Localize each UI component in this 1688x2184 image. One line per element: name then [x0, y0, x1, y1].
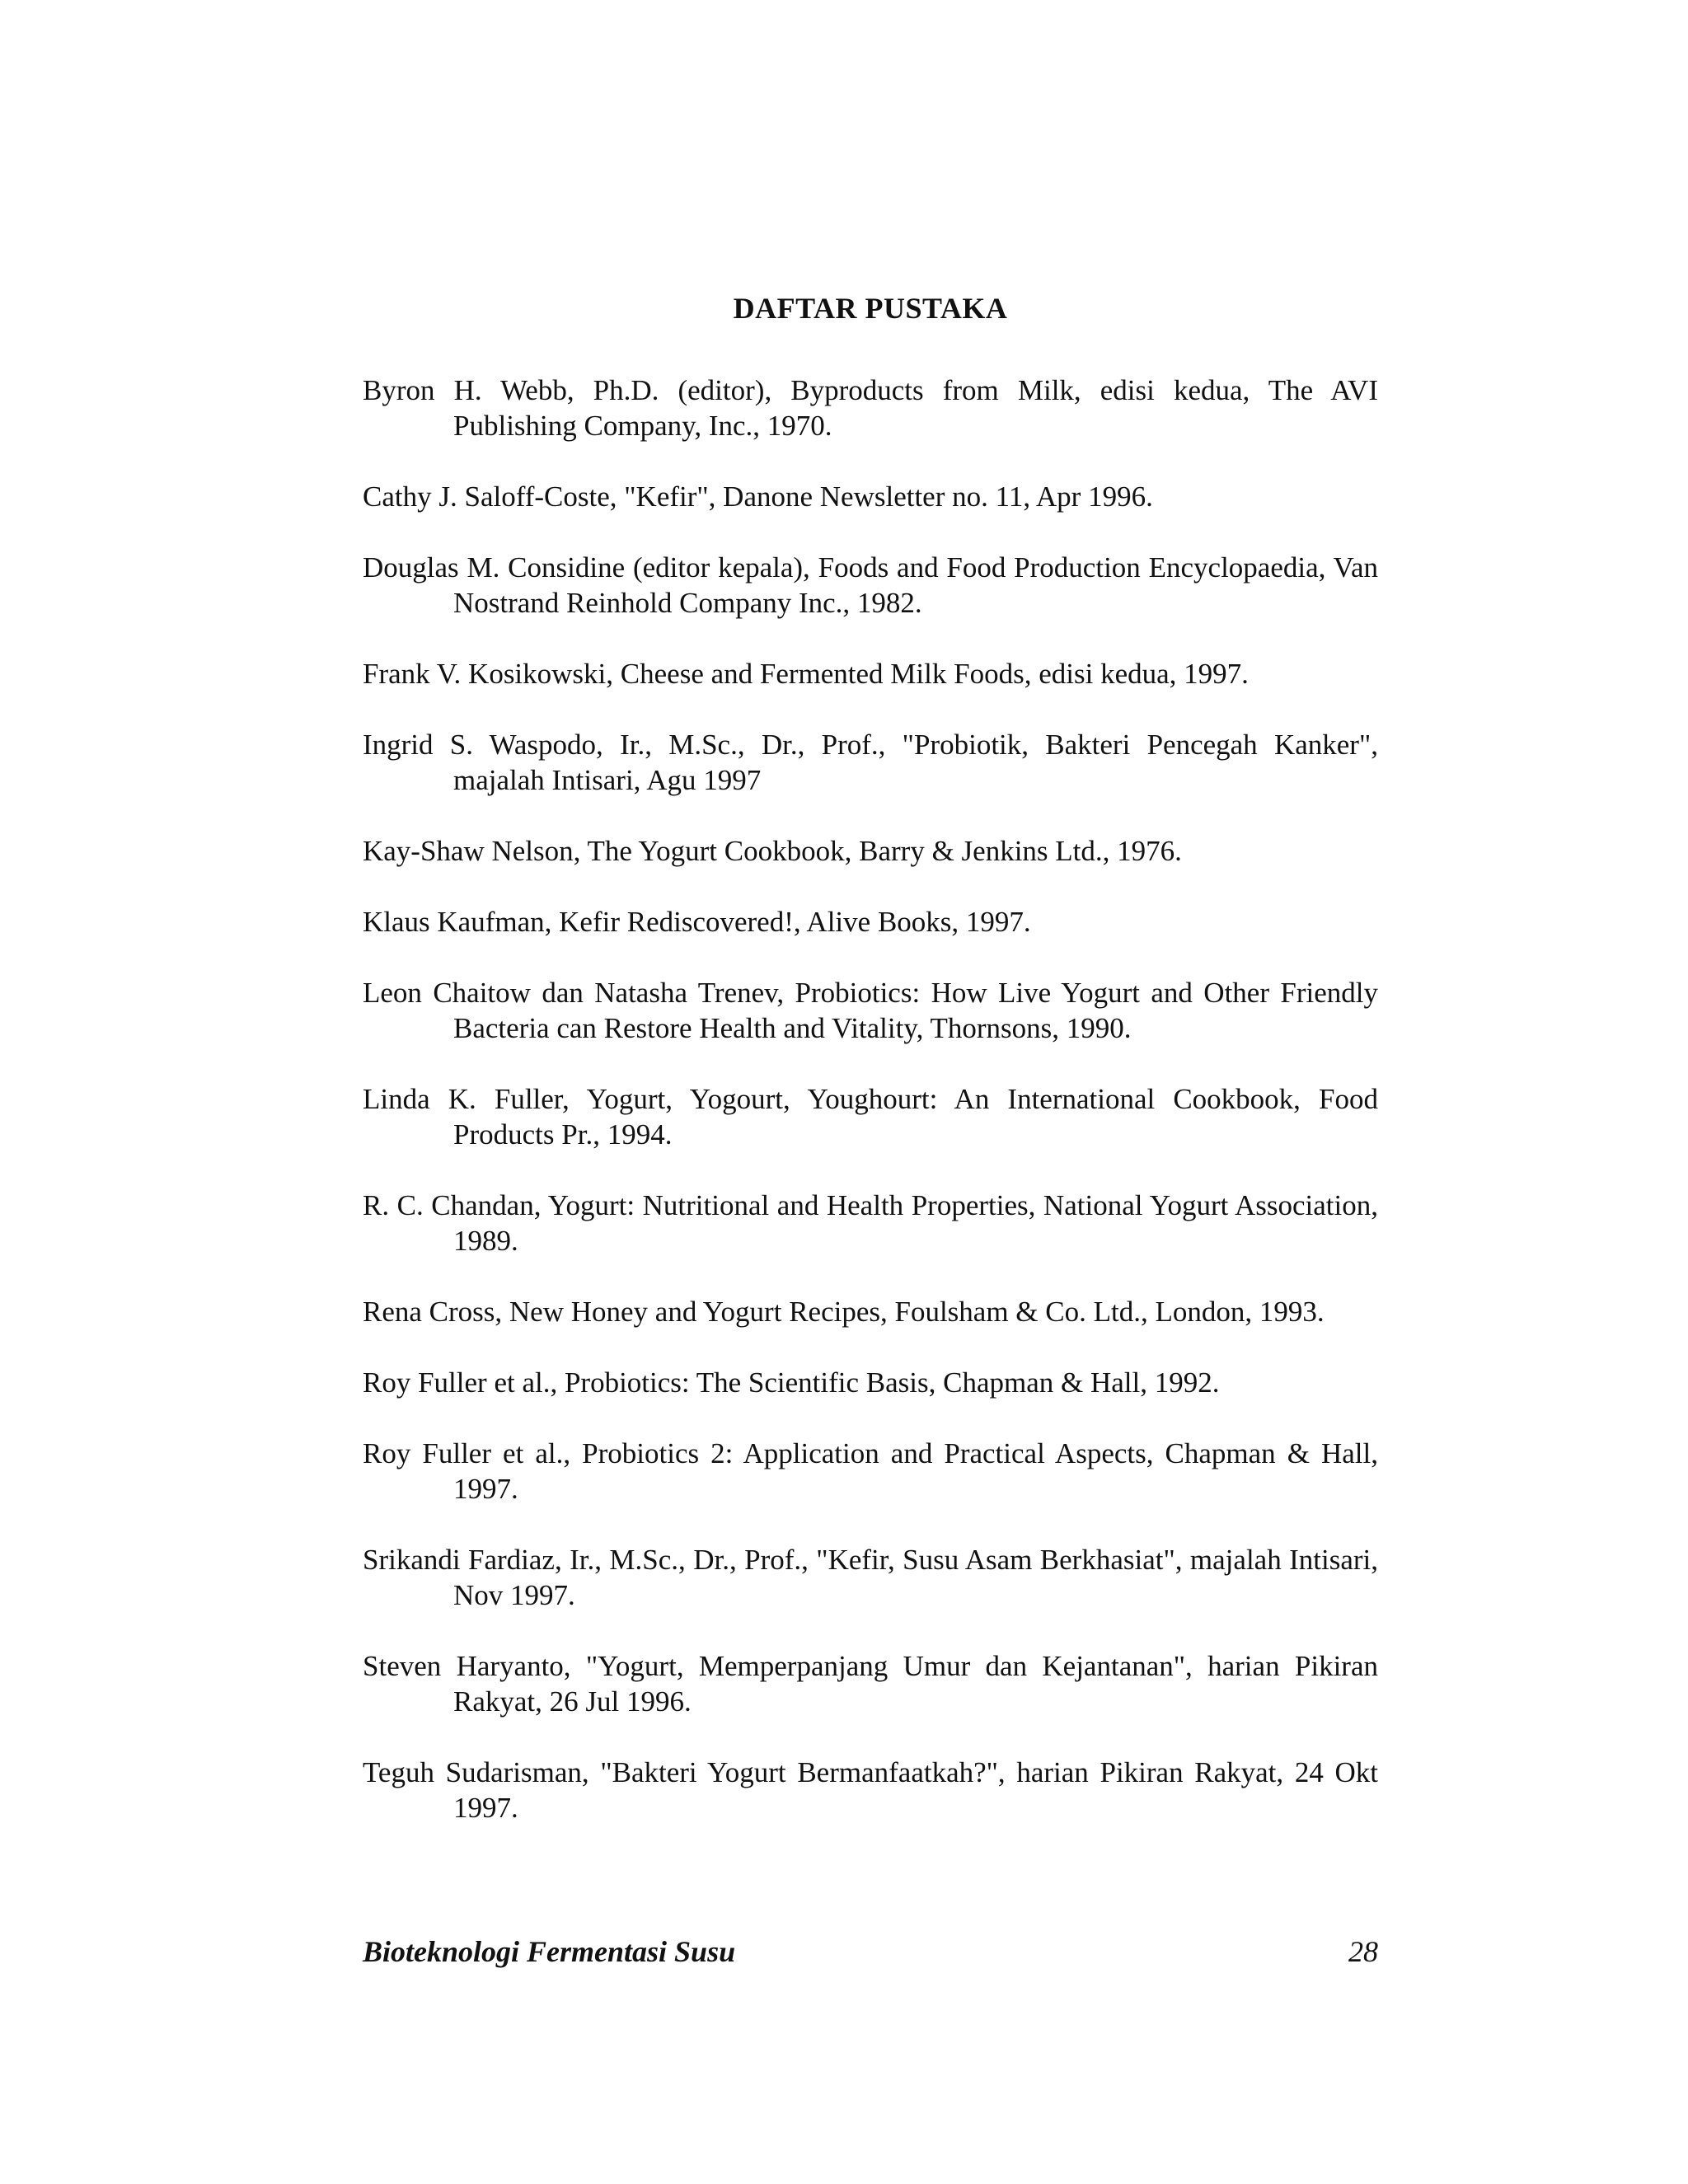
- reference-item: Klaus Kaufman, Kefir Rediscovered!, Alive Books, 1997.: [363, 906, 1031, 938]
- page-footer: [363, 1933, 1378, 1973]
- page-number: 28: [1348, 1935, 1378, 1968]
- reference-item: Roy Fuller et al., Probiotics 2: Application and Practical Aspects, Chapman & Hall, 1997.: [363, 1437, 1378, 1505]
- page-title: DAFTAR PUSTAKA: [733, 292, 1008, 325]
- reference-item: R. C. Chandan, Yogurt: Nutritional and Health Properties, National Yogurt Association, 1989.: [363, 1189, 1378, 1257]
- reference-item: Steven Haryanto, "Yogurt, Memperpanjang Umur dan Kejantanan", harian Pikiran Rakyat, 26 Jul 1996.: [363, 1650, 1378, 1718]
- reference-item: Roy Fuller et al., Probiotics: The Scientific Basis, Chapman & Hall, 1992.: [363, 1366, 1220, 1399]
- reference-item: Douglas M. Considine (editor kepala), Foods and Food Production Encyclopaedia, Van Nostrand Reinhold Company Inc., 1982.: [363, 551, 1378, 619]
- reference-item: Byron H. Webb, Ph.D. (editor), Byproducts from Milk, edisi kedua, The AVI Publishing Company, Inc., 1970.: [363, 374, 1378, 442]
- reference-item: Linda K. Fuller, Yogurt, Yogourt, Youghourt: An International Cookbook, Food Products Pr., 1994.: [363, 1083, 1378, 1151]
- reference-list: [363, 373, 1378, 1861]
- reference-item: Leon Chaitow dan Natasha Trenev, Probiotics: How Live Yogurt and Other Friendly Bacteria can Restore Health and Vitality, Thornsons, 1990.: [363, 977, 1378, 1044]
- footer-book-title: Bioteknologi Fermentasi Susu: [363, 1935, 736, 1968]
- reference-item: Frank V. Kosikowski, Cheese and Fermented Milk Foods, edisi kedua, 1997.: [363, 658, 1249, 690]
- reference-item: Teguh Sudarisman, "Bakteri Yogurt Bermanfaatkah?", harian Pikiran Rakyat, 24 Okt 1997.: [363, 1756, 1378, 1824]
- reference-item: Kay-Shaw Nelson, The Yogurt Cookbook, Barry & Jenkins Ltd., 1976.: [363, 835, 1182, 867]
- reference-item: Cathy J. Saloff-Coste, "Kefir", Danone Newsletter no. 11, Apr 1996.: [363, 480, 1153, 513]
- reference-item: Rena Cross, New Honey and Yogurt Recipes, Foulsham & Co. Ltd., London, 1993.: [363, 1296, 1325, 1328]
- reference-item: Ingrid S. Waspodo, Ir., M.Sc., Dr., Prof., "Probiotik, Bakteri Pencegah Kanker", majalah Intisari, Agu 1997: [363, 729, 1378, 796]
- reference-item: Srikandi Fardiaz, Ir., M.Sc., Dr., Prof., "Kefir, Susu Asam Berkhasiat", majalah Intisari, Nov 1997.: [363, 1544, 1378, 1611]
